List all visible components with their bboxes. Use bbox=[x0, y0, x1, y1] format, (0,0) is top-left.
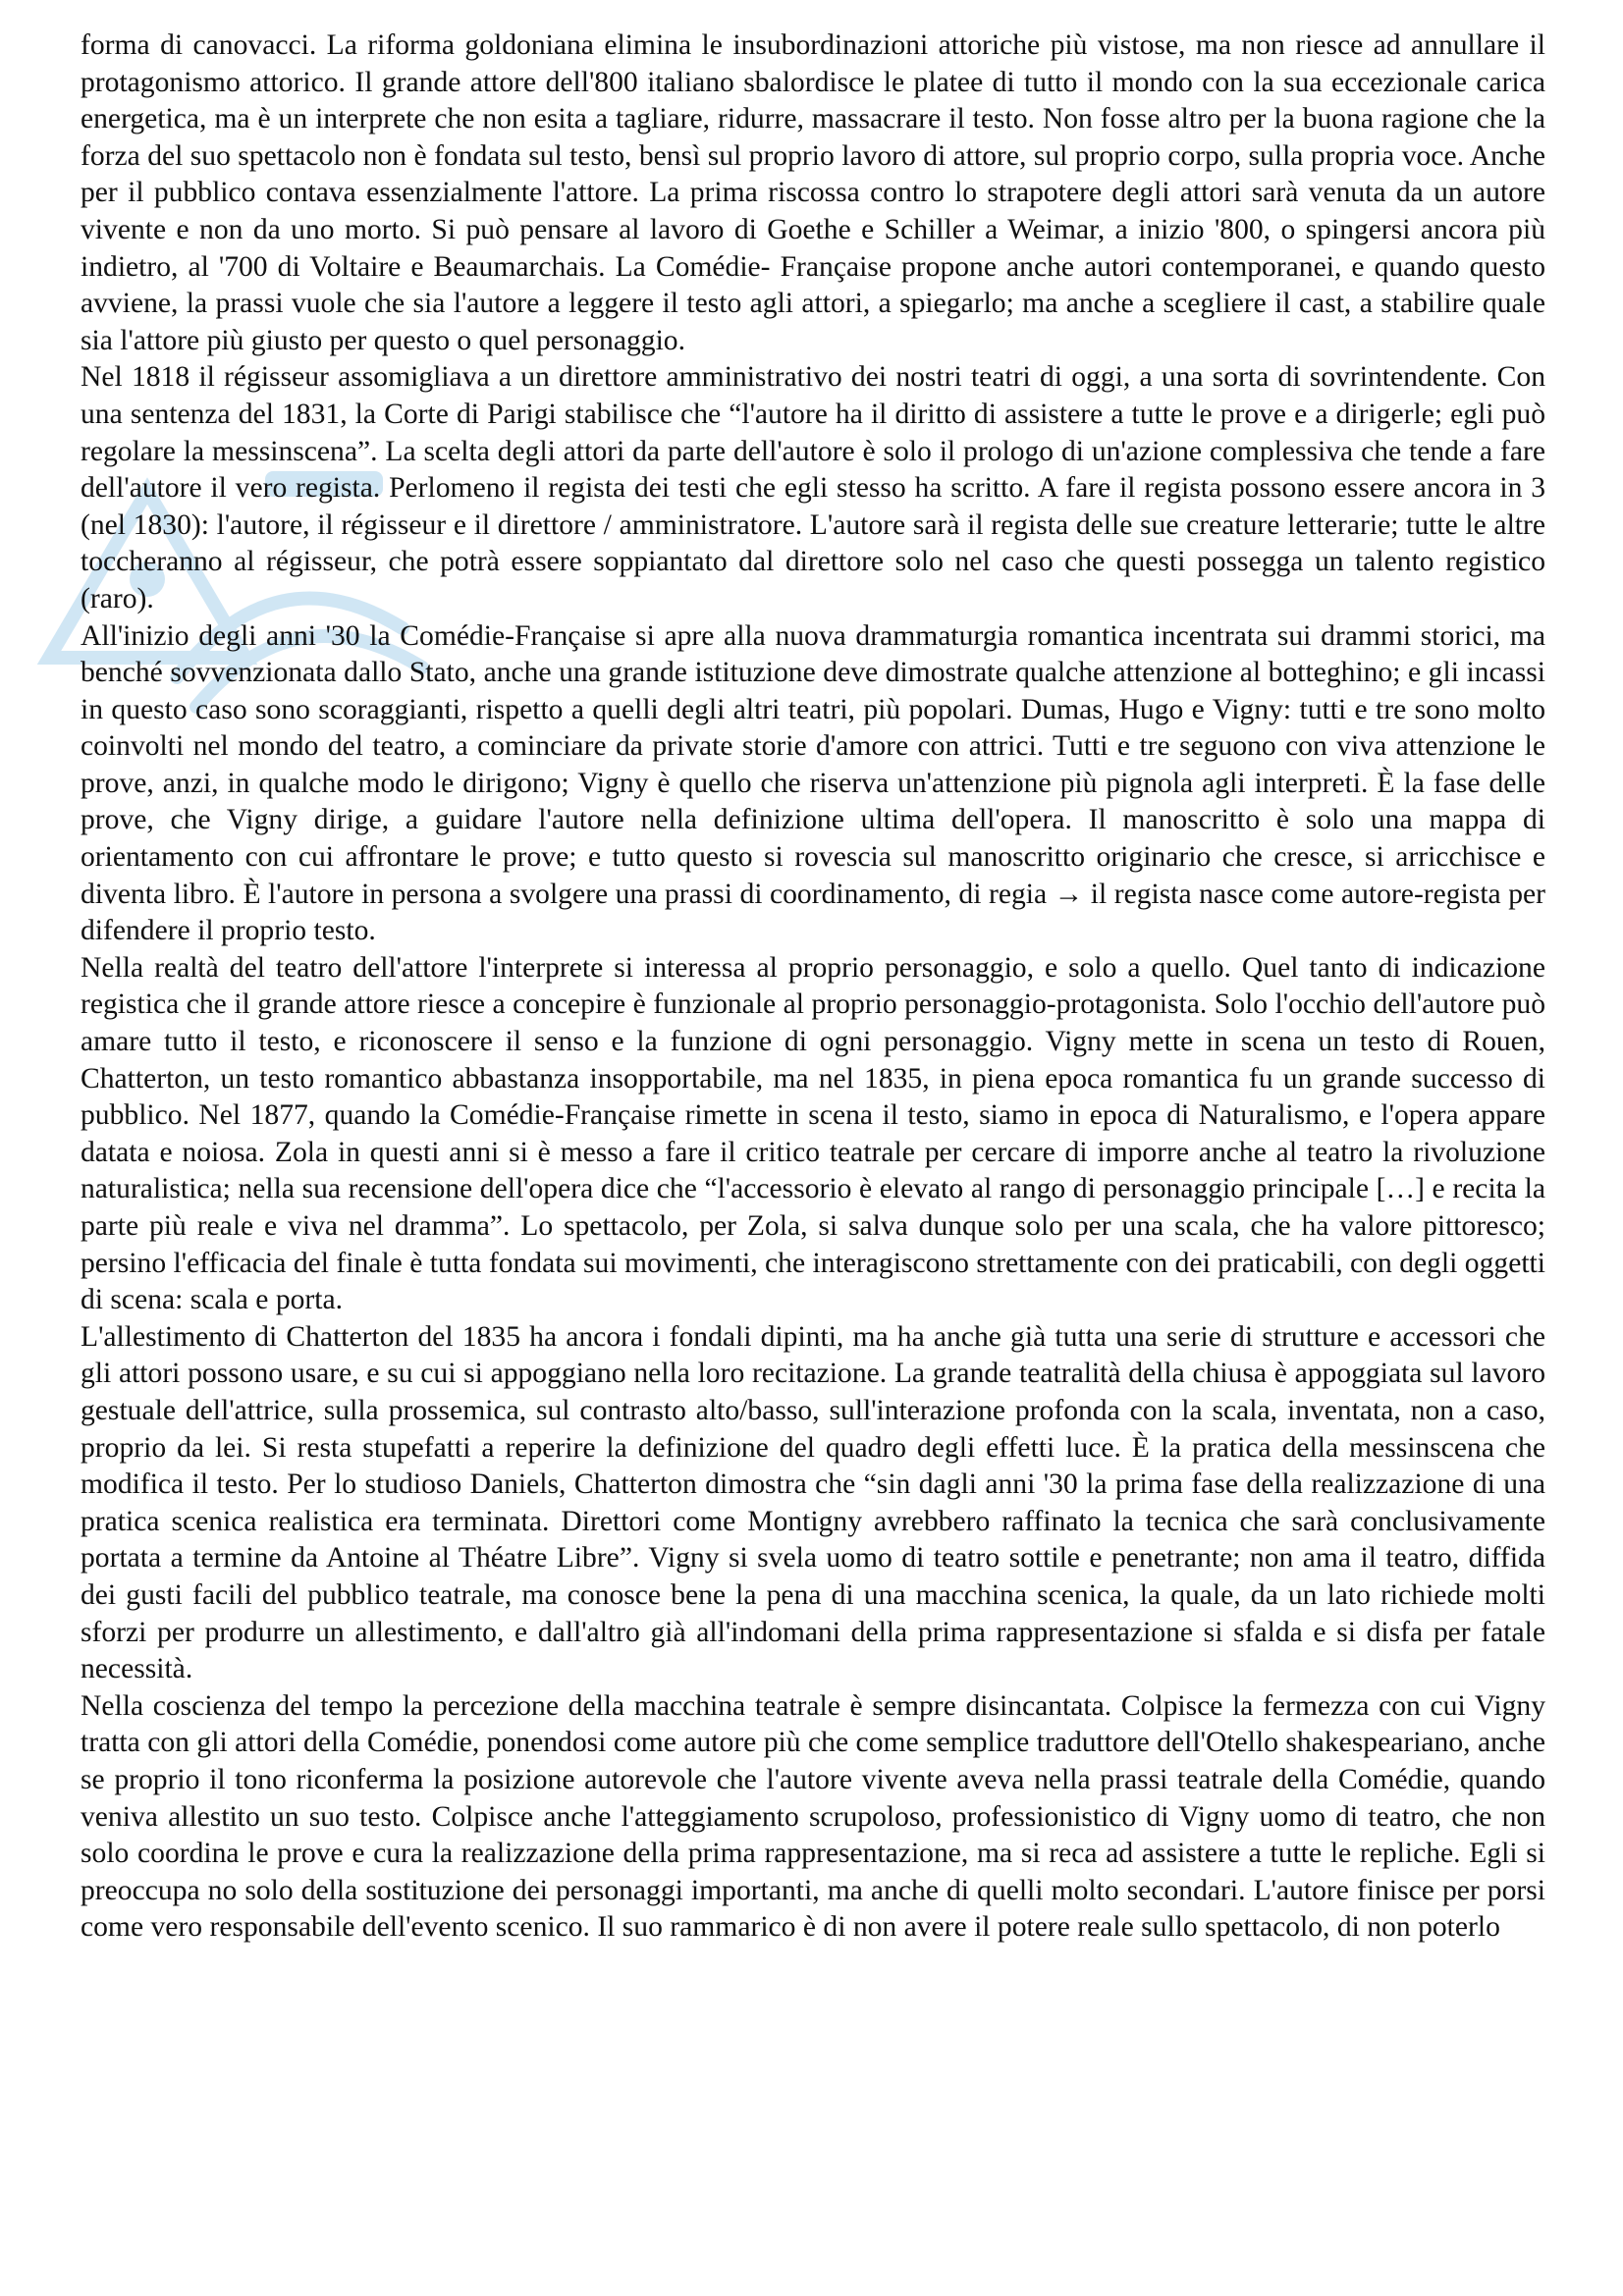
document-page bbox=[81, 27, 1545, 2285]
paragraph-2: Nel 1818 il régisseur assomigliava a un direttore amministrativo dei nostri teatri di oggi, a una sorta di sovrintendente. Con una sentenza del 1831, la Corte di Parigi stabilisce che “l'autore ha il diritto di assistere a tutte le prove e a dirigerle; egli può regolare la messinscena”. La scelta degli attori da parte dell'autore è solo il prologo di un'azione complessiva che tende a fare dell'autore il vero regista. Perlomeno il regista dei testi che egli stesso ha scritto. A fare il regista possono essere ancora in 3 (nel 1830): l'autore, il régisseur e il direttore / amministratore. L'autore sarà il regista delle sue creature letterarie; tutte le altre toccheranno al régisseur, che potrà essere soppiantato dal direttore solo nel caso che questi possegga un talento registico (raro). bbox=[81, 361, 1545, 614]
paragraph-5: L'allestimento di Chatterton del 1835 ha ancora i fondali dipinti, ma ha anche già tutta una serie di strutture e accessori che gli attori possono usare, e su cui si appoggiano nella loro recitazione. La grande teatralità della chiusa è appoggiata sul lavoro gestuale dell'attrice, sulla prossemica, sul contrasto alto/basso, sull'interazione profonda con la scala, inventata, non a caso, proprio da lei. Si resta stupefatti a reperire la definizione del quadro degli effetti luce. È la pratica della messinscena che modifica il testo. Per lo studioso Daniels, Chatterton dimostra che “sin dagli anni '30 la prima fase della realizzazione di una pratica scenica realistica era terminata. Direttori come Montigny avrebbero raffinato la tecnica che sarà conclusivamente portata a termine da Antoine al Théatre Libre”. Vigny si svela uomo di teatro sottile e penetrante; non ama il teatro, diffida dei gusti facili del pubblico teatrale, ma conosce bene la pena di una macchina scenica, la quale, da un lato richiede molti sforzi per produrre un allestimento, e dall'altro già all'indomani della prima rappresentazione si sfalda e si disfa per fatale necessità. bbox=[81, 1320, 1545, 1685]
paragraph-4: Nella realtà del teatro dell'attore l'interprete si interessa al proprio personaggio, e solo a quello. Quel tanto di indicazione registica che il grande attore riesce a concepire è funzionale al proprio personaggio-protagonista. Solo l'occhio dell'autore può amare tutto il testo, e riconoscere il senso e la funzione di ogni personaggio. Vigny mette in scena un testo di Rouen, Chatterton, un testo romantico abbastanza insopportabile, ma nel 1835, in piena epoca romantica fu un grande successo di pubblico. Nel 1877, quando la Comédie-Française rimette in scena il testo, siamo in epoca di Naturalismo, e l'opera appare datata e noiosa. Zola in questi anni si è messo a fare il critico teatrale per cercare di imporre anche al teatro la rivoluzione naturalistica; nella sua recensione dell'opera dice che “l'accessorio è elevato al rango di personaggio principale […] e recita la parte più reale e viva nel dramma”. Lo spettacolo, per Zola, si salva dunque solo per una scala, che ha valore pittoresco; persino l'efficacia del finale è tutta fondata sui movimenti, che interagiscono strettamente con dei praticabili, con degli oggetti di scena: scala e porta. bbox=[81, 951, 1545, 1316]
paragraph-6: Nella coscienza del tempo la percezione della macchina teatrale è sempre disincantata. Colpisce la fermezza con cui Vigny tratta con gli attori della Comédie, ponendosi come autore più che come semplice traduttore dell'Otello shakespeariano, anche se proprio il tono riconferma la posizione autorevole che l'autore vivente aveva nella prassi teatrale della Comédie, quando veniva allestito un suo testo. Colpisce anche l'atteggiamento scrupoloso, professionistico di Vigny uomo di teatro, che non solo coordina le prove e cura la realizzazione della prima rappresentazione, ma si reca ad assistere a tutte le repliche. Egli si preoccupa no solo della sostituzione dei personaggi importanti, ma anche di quelli molto secondari. L'autore finisce per porsi come vero responsabile dell'evento scenico. Il suo rammarico è di non avere il potere reale sullo spettacolo, di non poterlo bbox=[81, 1689, 1545, 1944]
paragraph-1: forma di canovacci. La riforma goldoniana elimina le insubordinazioni attoriche più vistose, ma non riesce ad annullare il protagonismo attorico. Il grande attore dell'800 italiano sbalordisce le platee di tutto il mondo con la sua eccezionale carica energetica, ma è un interprete che non esita a tagliare, ridurre, massacrare il testo. Non fosse altro per la buona ragione che la forza del suo spettacolo non è fondata sul testo, bensì sul proprio lavoro di attore, sul proprio corpo, sulla propria voce. Anche per il pubblico contava essenzialmente l'attore. La prima riscossa contro lo strapotere degli attori sarà venuta da un autore vivente e non da uno morto. Si può pensare al lavoro di Goethe e Schiller a Weimar, a inizio '800, o spingersi ancora più indietro, al '700 di Voltaire e Beaumarchais. La Comédie- Française propone anche autori contemporanei, e quando questo avviene, la prassi vuole che sia l'autore a leggere il testo agli attori, a spiegarlo; ma anche a scegliere il cast, a stabilire quale sia l'attore più giusto per questo o quel personaggio. bbox=[81, 29, 1545, 356]
paragraph-3: All'inizio degli anni '30 la Comédie-Française si apre alla nuova drammaturgia romantica incentrata sui drammi storici, ma benché sovvenzionata dallo Stato, anche una grande istituzione deve dimostrate qualche attenzione al botteghino; e gli incassi in questo caso sono scoraggianti, rispetto a quelli degli altri teatri, più popolari. Dumas, Hugo e Vigny: tutti e tre sono molto coinvolti nel mondo del teatro, a cominciare da private storie d'amore con attrici. Tutti e tre seguono con viva attenzione le prove, anzi, in qualche modo le dirigono; Vigny è quello che riserva un'attenzione più pignola agli interpreti. È la fase delle prove, che Vigny dirige, a guidare l'autore nella definizione ultima dell'opera. Il manoscritto è solo una mappa di orientamento con cui affrontare le prove; e tutto questo si rovescia sul manoscritto originario che cresce, si arricchisce e diventa libro. È l'autore in persona a svolgere una prassi di coordinamento, di regia → il regista nasce come autore-regista per difendere il proprio testo. bbox=[81, 619, 1545, 947]
